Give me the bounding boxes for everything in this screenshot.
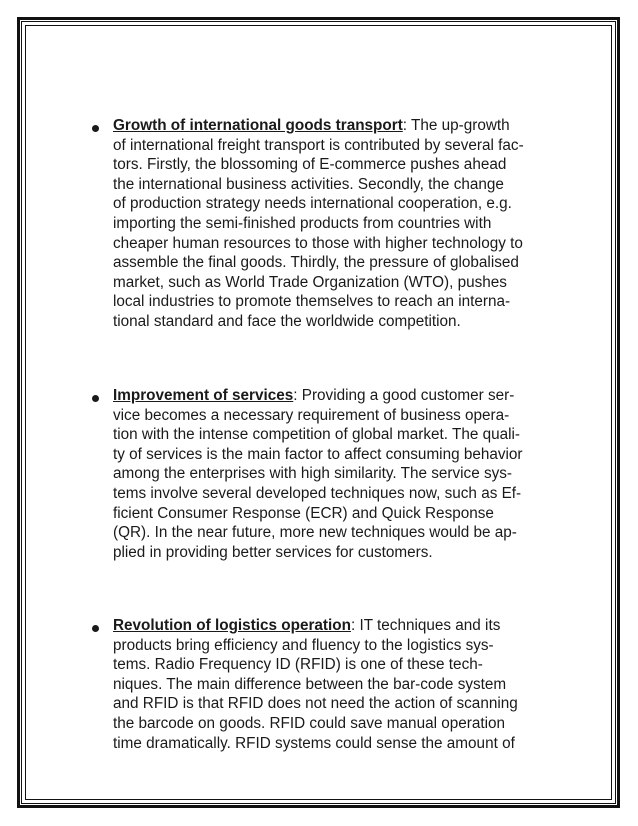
bullet-icon [92, 395, 99, 402]
text-line: niques. The main difference between the bar-code system [113, 675, 507, 693]
first-line-rest: : The up-growth [402, 117, 510, 134]
section-text [113, 386, 568, 562]
first-line [113, 616, 568, 636]
text-line: plied in providing better services for customers. [113, 543, 433, 561]
text-line: assemble the final goods. Thirdly, the pressure of globalised [113, 254, 519, 272]
first-line-rest: : IT techniques and its [350, 617, 501, 634]
text-line: of international freight transport is contributed by several fac- [113, 136, 524, 154]
text-line: local industries to promote themselves to reach an interna- [113, 293, 511, 311]
bullet-icon [92, 625, 99, 632]
first-line [113, 386, 568, 406]
first-line [113, 116, 568, 136]
text-line: of production strategy needs international cooperation, e.g. [113, 195, 512, 213]
first-line-rest: : Providing a good customer ser- [293, 387, 515, 404]
text-line: the barcode on goods. RFID could save manual operation [113, 714, 506, 732]
text-line: importing the semi-finished products from countries with [113, 214, 492, 232]
text-line: tion with the intense competition of global market. The quali- [113, 426, 521, 444]
text-line: among the enterprises with high similarity. The service sys- [113, 465, 513, 483]
text-line: tems. Radio Frequency ID (RFID) is one of these tech- [113, 656, 483, 674]
section-heading: Improvement of services [113, 387, 294, 404]
text-line: ficient Consumer Response (ECR) and Quick Response [113, 504, 494, 522]
text-line: time dramatically. RFID systems could sense the amount of [113, 734, 515, 752]
section-heading: Growth of international goods transport [113, 117, 403, 134]
text-line: cheaper human resources to those with higher technology to [113, 234, 523, 252]
text-line: the international business activities. Secondly, the change [113, 175, 504, 193]
section-heading: Revolution of logistics operation [113, 617, 351, 634]
text-line: market, such as World Trade Organization (WTO), pushes [113, 273, 507, 291]
text-line: products bring efficiency and fluency to the logistics sys- [113, 636, 494, 654]
text-line: ty of services is the main factor to affect consuming behavior [113, 445, 523, 463]
text-line: vice becomes a necessary requirement of business opera- [113, 406, 510, 424]
section-text [113, 616, 568, 753]
text-line: tional standard and face the worldwide competition. [113, 312, 461, 330]
text-line: (QR). In the near future, more new techniques would be ap- [113, 524, 517, 542]
bullet-icon [92, 125, 99, 132]
section-text [113, 116, 568, 332]
text-line: and RFID is that RFID does not need the action of scanning [113, 695, 518, 713]
text-line: tors. Firstly, the blossoming of E-commerce pushes ahead [113, 156, 507, 174]
text-line: tems involve several developed techniques now, such as Ef- [113, 484, 522, 502]
